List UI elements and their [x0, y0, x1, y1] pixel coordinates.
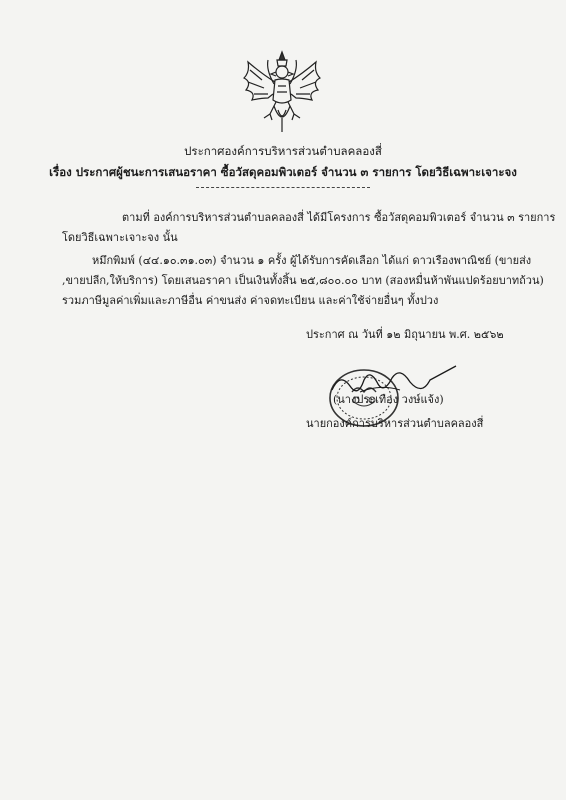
paragraph-2-line-2: ,ขายปลีก,ให้บริการ) โดยเสนอราคา เป็นเงินทั้งสิ้น ๒๕,๘๐๐.๐๐ บาท (สองหมื่นห้าพันแปดร้อยบาทถ้วน)	[62, 274, 544, 287]
signer-title: นายกองค์การบริหารส่วนตำบลคลองสี่	[306, 417, 484, 430]
paragraph-1-line-2: โดยวิธีเฉพาะเจาะจง นั้น	[62, 231, 178, 244]
signer-name: (นางประเทือง วงษ์แจ้ง)	[333, 393, 444, 406]
garuda-emblem-icon	[238, 48, 326, 134]
announcement-subject: เรื่อง ประกาศผู้ชนะการเสนอราคา ซื้อวัสดุคอมพิวเตอร์ จำนวน ๓ รายการ โดยวิธีเฉพาะเจาะจง	[49, 165, 517, 179]
paragraph-2-line-3: รวมภาษีมูลค่าเพิ่มและภาษีอื่น ค่าขนส่ง ค่าจดทะเบียน และค่าใช้จ่ายอื่นๆ ทั้งปวง	[62, 294, 439, 307]
announcement-date: ประกาศ ณ วันที่ ๑๒ มิถุนายน พ.ศ. ๒๕๖๒	[306, 328, 504, 341]
divider	[196, 187, 370, 188]
paragraph-1-line-1: ตามที่ องค์การบริหารส่วนตำบลคลองสี่ ได้มีโครงการ ซื้อวัสดุคอมพิวเตอร์ จำนวน ๓ รายการ	[122, 211, 556, 224]
announcement-title: ประกาศองค์การบริหารส่วนตำบลคลองสี่	[184, 144, 382, 158]
paragraph-2-line-1: หมึกพิมพ์ (๔๔.๑๐.๓๑.๐๓) จำนวน ๑ ครั้ง ผู้ได้รับการคัดเลือก ได้แก่ ดาวเรืองพาณิชย์ (ขายส่ง	[92, 254, 532, 267]
